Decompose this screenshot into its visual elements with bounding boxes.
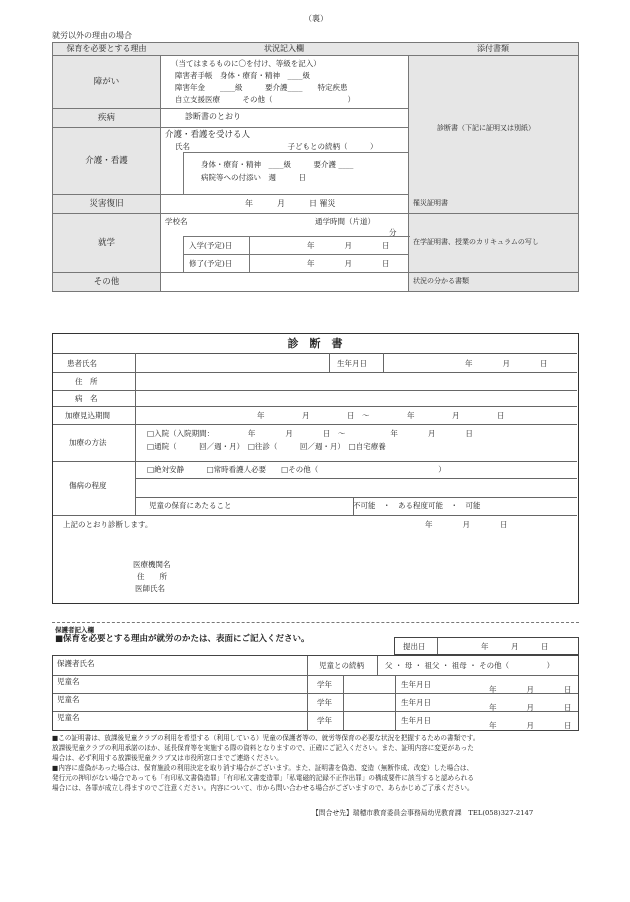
- guardian-table: [52, 655, 579, 731]
- note-2c: 場合には、各罪が成立し得ますのでご注意ください。内容について、市から問い合わせる場合がございますので、あらかじめご了承ください。: [52, 784, 474, 792]
- degree-line-1: □絶対安静 □常時看護人必要 □その他（ ）: [147, 465, 446, 474]
- attach-disaster-text: 罹災証明書: [413, 199, 448, 207]
- method-label: 加療の方法: [69, 438, 107, 447]
- sign-address: 住 所: [137, 572, 167, 581]
- col-header-status: 状況記入欄: [160, 43, 409, 56]
- submit-date-value: 年 月 日: [481, 642, 549, 651]
- disability-medical: 自立支援医療 その他（ ）: [175, 95, 355, 104]
- attach-other-cell: [409, 273, 578, 291]
- degree-childcare-label: 児童の保育にあたること: [149, 501, 232, 510]
- note-1a: ■この証明書は、放課後児童クラブの利用を希望する（利用している）児童の保護者等の、就労等保育の必要な状況を把握するための書類です。: [52, 734, 480, 742]
- study-enroll-label: 入学(予定)日: [189, 241, 233, 250]
- child-2-label: 児童名: [57, 695, 80, 704]
- col-header-attachments: 添付書類: [408, 43, 578, 56]
- label-care: 介護・看護: [53, 128, 161, 195]
- note-1c: 場合は、必ず利用する放課後児童クラブ又は市役所窓口までご連絡ください。: [52, 754, 283, 762]
- submit-date-box: [394, 637, 579, 655]
- period-value: 年 月 日 ～ 年 月 日: [257, 411, 505, 420]
- sign-institution: 医療機関名: [133, 560, 171, 569]
- submit-date-label: 提出日: [403, 642, 426, 651]
- child-3-label: 児童名: [57, 713, 80, 722]
- child-1-grade: 学年: [317, 680, 332, 689]
- certify-text: 上記のとおり診断します。: [63, 520, 153, 529]
- care-detail-2: 病院等への付添い 週 日: [201, 173, 306, 182]
- col-header-reason: 保育を必要とする理由: [53, 43, 161, 56]
- label-other: その他: [53, 273, 161, 291]
- illness-text: 診断書のとおり: [185, 112, 241, 121]
- study-minutes: 分: [389, 228, 397, 237]
- child-1-label: 児童名: [57, 677, 80, 686]
- child-3-grade: 学年: [317, 716, 332, 725]
- attach-other-text: 状況の分かる書類: [413, 277, 469, 285]
- note-1b: 放課後児童クラブの利用承諾のほか、延長保育等を実施する際の資料となりますので、正確にご記入ください。また、証明内容に変更があった: [52, 744, 474, 752]
- label-study: 就学: [53, 214, 161, 273]
- child-1-birth: 生年月日: [401, 680, 431, 689]
- patient-name-label: 患者氏名: [67, 359, 97, 368]
- child-3-birth: 生年月日: [401, 716, 431, 725]
- study-graduate-date: 年 月 日: [307, 259, 390, 268]
- guardian-section-label: 保護者記入欄: [55, 626, 94, 634]
- attach-illness-cell: [409, 56, 578, 196]
- relation-options: 父 ・ 母 ・ 祖父 ・ 祖母 ・ その他（ ）: [385, 661, 555, 670]
- attach-study-cell: [409, 214, 578, 273]
- diagnosis-table: [52, 333, 579, 604]
- disability-instruction: （当てはまるものに〇を付け、等級を記入）: [171, 59, 321, 68]
- certify-date: 年 月 日: [425, 520, 508, 529]
- study-graduate-label: 修了(予定)日: [189, 259, 233, 268]
- attach-illness-text: 診断書（下記に証明又は別紙）: [437, 124, 535, 132]
- label-illness: 疾病: [53, 109, 161, 128]
- section-subtitle: 就労以外の理由の場合: [52, 31, 132, 40]
- attach-study-text: 在学証明書、授業のカリキュラムの写し: [413, 238, 539, 246]
- method-line-1: □入院（入院期間： 年 月 日 ～ 年 月 日: [147, 429, 473, 438]
- notes-block: [52, 733, 579, 793]
- reason-table: [52, 42, 579, 292]
- care-title: 介護・看護を受ける人: [165, 130, 251, 140]
- care-detail-1: 身体・療育・精神 ____級 要介護 ____: [201, 160, 354, 169]
- note-2b: 発行元の押印がない場合であっても「有印私文書偽造罪」「有印私文書変造罪」「私電磁的記録不正作出罪」の構成要件に該当すると認められる: [52, 774, 474, 782]
- study-school: 学校名: [165, 217, 188, 226]
- method-line-2: □通院（ 回／週・月） □往診（ 回／週・月） □自宅療養: [147, 442, 386, 451]
- diagnosis-title: 診 断 書: [53, 334, 577, 354]
- note-2a: ■内容に虚偽があった場合は、保育施設の利用決定を取り消す場合がございます。また、証明書を偽造、変造（無断作成、改変）した場合は、: [52, 764, 474, 772]
- dob-label: 生年月日: [337, 359, 367, 368]
- child-2-birth: 生年月日: [401, 698, 431, 707]
- child-1-birth-value: 年 月 日: [489, 685, 572, 694]
- label-disaster: 災害復旧: [53, 195, 161, 214]
- child-2-birth-value: 年 月 日: [489, 703, 572, 712]
- disease-label: 病 名: [75, 394, 98, 403]
- attach-disaster-cell: [409, 195, 578, 214]
- study-enroll-date: 年 月 日: [307, 241, 390, 250]
- guardian-name-label: 保護者氏名: [57, 659, 95, 668]
- page-side-label: （裏）: [304, 14, 328, 23]
- disaster-date: 年 月 日 罹災: [245, 199, 336, 208]
- study-commute: 通学時間（片道）: [315, 217, 375, 226]
- degree-label: 傷病の程度: [69, 481, 107, 490]
- disability-handbook: 障害者手帳 身体・療育・精神 ____級: [175, 71, 310, 80]
- relation-label: 児童との続柄: [319, 661, 364, 670]
- guardian-note: ■保育を必要とする理由が就労のかたは、表面にご記入ください。: [55, 634, 310, 644]
- period-label: 加療見込期間: [65, 411, 110, 420]
- contact-footer: 【問合せ先】瑞穂市教育委員会事務局幼児教育課 TEL(058)327-2147: [312, 809, 534, 817]
- disability-pension: 障害年金 ____級 要介護____ 特定疾患: [175, 83, 348, 92]
- dob-value: 年 月 日: [465, 359, 548, 368]
- child-2-grade: 学年: [317, 698, 332, 707]
- label-disability: 障がい: [53, 56, 161, 109]
- degree-childcare-options: 不可能 ・ ある程度可能 ・ 可能: [353, 501, 481, 510]
- sign-doctor: 医師氏名: [135, 584, 165, 593]
- address-label: 住 所: [75, 377, 98, 386]
- care-name-line: 氏名 子どもとの続柄（ ）: [175, 142, 378, 151]
- child-3-birth-value: 年 月 日: [489, 721, 572, 730]
